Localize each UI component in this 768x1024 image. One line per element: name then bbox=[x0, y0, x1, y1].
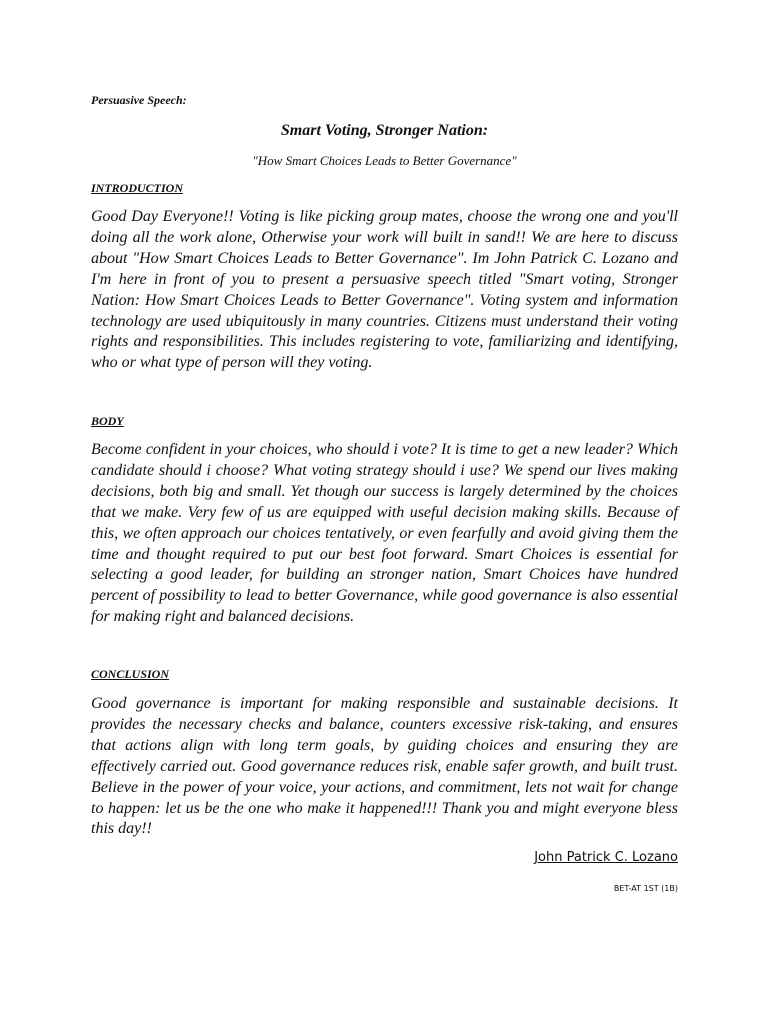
document-type-label: Persuasive Speech: bbox=[91, 93, 187, 107]
body-heading: BODY bbox=[91, 414, 124, 428]
body-paragraph: Become confident in your choices, who should i vote? It is time to get a new leader? Which candidate should i choose? What voting strategy should i use? We spend our lives making decisions, both big and small. Yet though our success is largely determined by the choices that we make. Very few of us are equipped with useful decision making skills. Because of this, we often approach our choices tentatively, or even fearfully and avoid giving them the time and thought required to put our best foot forward. Smart Choices is essential for selecting a good leader, for building an stronger nation, Smart Choices have hundred percent of possibility to lead to better Governance, while good governance is also essential for making right and balanced decisions. bbox=[91, 441, 678, 626]
speech-title: Smart Voting, Stronger Nation: bbox=[280, 122, 489, 139]
conclusion-heading: CONCLUSION bbox=[91, 667, 170, 681]
conclusion-paragraph: Good governance is important for making responsible and sustainable decisions. It provides the necessary checks and balance, counters excessive risk-taking, and ensures that actions align with long term goals, by guiding choices and ensuring they are effectively carried out. Good governance reduces risk, enable safer growth, and built trust. Believe in the power of your voice, your actions, and commitment, lets not wait for change to happen: let us be the one who make it happened!!! Thank you and might everyone bless this day!! bbox=[91, 695, 678, 838]
section-code: BET-AT 1ST (1B) bbox=[613, 884, 678, 893]
introduction-paragraph: Good Day Everyone!! Voting is like picking group mates, choose the wrong one and you'll doing all the work alone, Otherwise your work will built in sand!! We are here to discuss about "How Smart Choices Leads to Better Governance". Im John Patrick C. Lozano and I'm here in front of you to present a persuasive speech titled "Smart voting, Stronger Nation: How Smart Choices Leads to Better Governance". Voting system and information technology are used ubiquitously in many countries. Citizens must understand their voting rights and responsibilities. This includes registering to vote, familiarizing and identifying, who or what type of person will they voting. bbox=[91, 208, 678, 372]
introduction-heading: INTRODUCTION bbox=[91, 181, 184, 195]
speech-subtitle: "How Smart Choices Leads to Better Governance" bbox=[252, 153, 517, 168]
author-signature: John Patrick C. Lozano bbox=[534, 850, 678, 865]
document-page bbox=[91, 0, 678, 1024]
